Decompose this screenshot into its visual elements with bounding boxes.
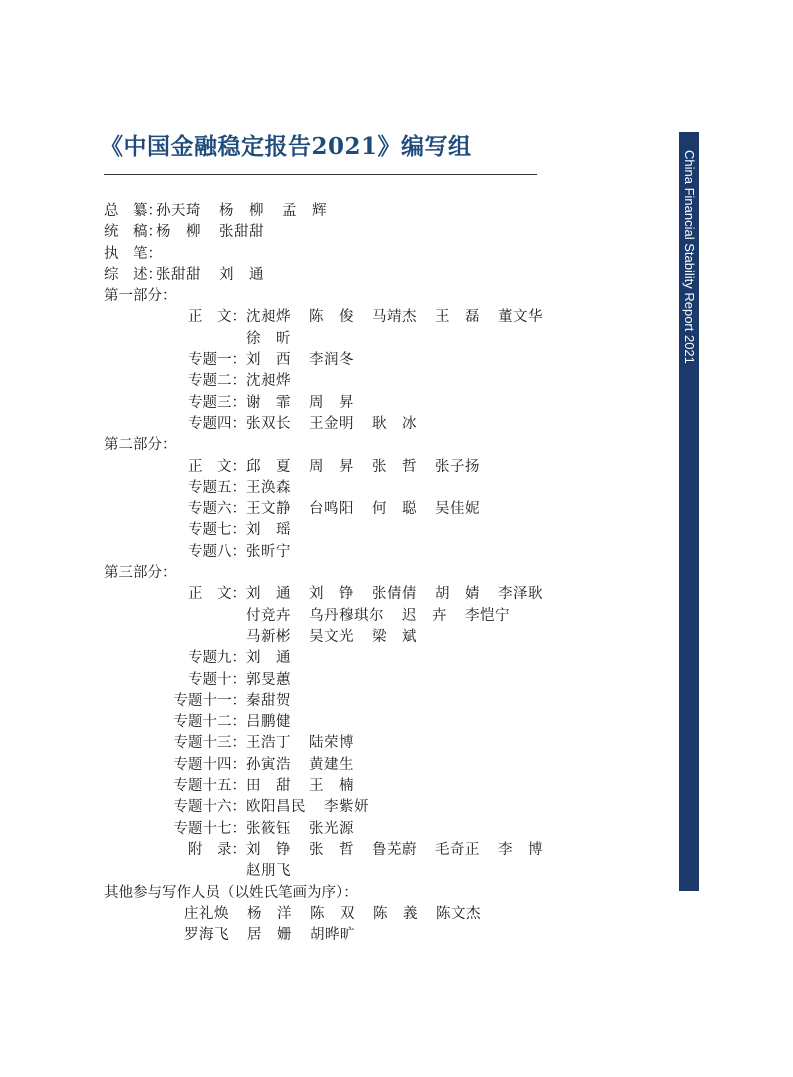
- role-label: 执 笔：: [104, 245, 162, 262]
- person-name: 李泽耿: [498, 586, 543, 603]
- person-name: 张昕宁: [246, 543, 291, 560]
- title-divider: [104, 174, 537, 175]
- name-list: [246, 840, 561, 861]
- person-name: 张筱钰: [246, 820, 291, 837]
- person-name: 张 哲: [372, 458, 417, 475]
- person-name: 吴佳妮: [435, 501, 480, 518]
- person-name: 王 磊: [435, 309, 480, 326]
- section-label: 专题七：: [188, 522, 246, 539]
- part-heading: 第二部分：: [104, 437, 177, 454]
- section-row: [104, 307, 664, 328]
- person-name: 吴文光: [309, 628, 354, 645]
- name-list: [246, 414, 435, 435]
- person-name: 刘 铮: [309, 586, 354, 603]
- part-heading: 第一部分：: [104, 288, 177, 305]
- side-title-container: [679, 132, 699, 891]
- name-list: [246, 457, 498, 478]
- section-label: 专题十：: [188, 671, 246, 688]
- person-name: 庄礼焕: [184, 905, 229, 922]
- section-label: 专题十二：: [173, 714, 246, 731]
- person-name: 陈 双: [310, 905, 355, 922]
- section-row: [104, 457, 664, 478]
- section-row: [104, 712, 664, 733]
- section-row: [104, 499, 664, 520]
- person-name: 王文静: [246, 501, 291, 518]
- person-name: 欧阳昌民: [246, 799, 306, 816]
- person-name: 李润冬: [309, 352, 354, 369]
- person-name: 陈 義: [373, 905, 418, 922]
- name-list: [246, 627, 435, 648]
- section-label: 专题四：: [188, 415, 246, 432]
- section-label: 专题九：: [188, 650, 246, 667]
- section-row: [104, 733, 664, 754]
- name-list: [246, 371, 309, 392]
- person-name: 付竞卉: [246, 607, 291, 624]
- person-name: 梁 斌: [372, 628, 417, 645]
- section-label: 正 文：: [188, 458, 246, 475]
- person-name: 张倩倩: [372, 586, 417, 603]
- section-label: 专题十七：: [173, 820, 246, 837]
- person-name: 刘 通: [246, 586, 291, 603]
- section-label: 专题五：: [188, 479, 246, 496]
- name-list: [246, 861, 309, 882]
- top-role-row: [104, 222, 664, 243]
- name-list: [246, 307, 561, 328]
- section-row: [104, 691, 664, 712]
- name-list: [246, 499, 498, 520]
- person-name: 王浩丁: [246, 735, 291, 752]
- name-list: [246, 776, 372, 797]
- section-row: [104, 776, 664, 797]
- person-name: 胡晔旷: [310, 927, 355, 944]
- name-list: [246, 648, 309, 669]
- section-row-continued: [104, 861, 664, 882]
- person-name: 赵朋飞: [246, 863, 291, 880]
- role-label: 综 述：: [104, 266, 162, 283]
- person-name: 董文华: [498, 309, 543, 326]
- others-row: [104, 904, 664, 925]
- person-name: 毛奇正: [435, 841, 480, 858]
- section-row: [104, 670, 664, 691]
- person-name: 王金明: [309, 415, 354, 432]
- section-label: 专题十三：: [173, 735, 246, 752]
- section-row: [104, 840, 664, 861]
- section-row: [104, 478, 664, 499]
- section-label: 专题六：: [188, 501, 246, 518]
- person-name: 陆荣博: [309, 735, 354, 752]
- others-heading: 其他参与写作人员（以姓氏笔画为序）：: [104, 884, 358, 901]
- person-name: 杨 洋: [247, 905, 292, 922]
- person-name: 郭旻蕙: [246, 671, 291, 688]
- person-name: 杨 柳: [219, 203, 264, 219]
- person-name: 刘 西: [246, 352, 291, 369]
- section-row-continued: [104, 606, 664, 627]
- person-name: 李 博: [498, 841, 543, 858]
- name-list: [246, 350, 372, 371]
- person-name: 胡 婧: [435, 586, 480, 603]
- role-label: 总 纂：: [104, 203, 162, 219]
- name-list: [246, 670, 309, 691]
- name-list: [184, 904, 499, 925]
- person-name: 陈文杰: [436, 905, 481, 922]
- section-label: 专题十四：: [173, 756, 246, 773]
- section-row: [104, 350, 664, 371]
- person-name: 孙寅浩: [246, 756, 291, 773]
- section-row: [104, 797, 664, 818]
- name-list: [246, 755, 372, 776]
- person-name: 张甜甜: [219, 224, 264, 241]
- section-row: [104, 371, 664, 392]
- person-name: 吕鹏健: [246, 714, 291, 731]
- person-name: 黄建生: [309, 756, 354, 773]
- top-role-row: [104, 265, 664, 286]
- name-list: [246, 584, 561, 605]
- person-name: 张光源: [309, 820, 354, 837]
- person-name: 居 姗: [247, 927, 292, 944]
- name-list: [246, 542, 309, 563]
- name-list: [246, 691, 309, 712]
- others-row: [104, 925, 664, 946]
- section-row: [104, 414, 664, 435]
- top-role-row: [104, 244, 664, 265]
- person-name: 刘 通: [219, 266, 264, 283]
- person-name: 鲁芜蔚: [372, 841, 417, 858]
- person-name: 张 哲: [309, 841, 354, 858]
- person-name: 刘 瑶: [246, 522, 291, 539]
- section-label: 正 文：: [188, 309, 246, 326]
- person-name: 刘 通: [246, 650, 291, 667]
- person-name: 谢 霏: [246, 394, 291, 411]
- top-role-row: [104, 201, 664, 222]
- person-name: 陈 俊: [309, 309, 354, 326]
- section-row: [104, 542, 664, 563]
- page-title: 《中国金融稳定报告2021》编写组: [100, 133, 472, 160]
- person-name: 沈昶烨: [246, 373, 291, 390]
- person-name: 杨 柳: [156, 224, 201, 241]
- person-name: 秦甜贺: [246, 692, 291, 709]
- person-name: 田 甜: [246, 778, 291, 795]
- name-list: [246, 712, 309, 733]
- person-name: 沈昶烨: [246, 309, 291, 326]
- person-name: 马新彬: [246, 628, 291, 645]
- section-row: [104, 520, 664, 541]
- person-name: 马靖杰: [372, 309, 417, 326]
- section-row-continued: [104, 329, 664, 350]
- section-label: 专题三：: [188, 394, 246, 411]
- person-name: 台鸣阳: [309, 501, 354, 518]
- person-name: 徐 昕: [246, 330, 291, 347]
- person-name: 张子扬: [435, 458, 480, 475]
- person-name: 李紫妍: [324, 799, 369, 816]
- person-name: 孙天琦: [156, 203, 201, 219]
- part-heading: 第三部分：: [104, 565, 177, 582]
- editorial-team-list: [104, 201, 664, 946]
- name-list: [184, 925, 373, 946]
- section-row: [104, 819, 664, 840]
- section-label: 附 录：: [188, 841, 246, 858]
- name-list: [246, 520, 309, 541]
- person-name: 周 昇: [309, 458, 354, 475]
- section-label: 正 文：: [188, 586, 246, 603]
- person-name: 张甜甜: [156, 266, 201, 283]
- name-list: [246, 797, 387, 818]
- person-name: 刘 铮: [246, 841, 291, 858]
- person-name: 何 聪: [372, 501, 417, 518]
- section-label: 专题十六：: [173, 799, 246, 816]
- section-label: 专题一：: [188, 352, 246, 369]
- name-list: [246, 606, 528, 627]
- section-row: [104, 393, 664, 414]
- section-label: 专题十一：: [173, 692, 246, 709]
- name-list: [246, 329, 309, 350]
- role-label: 统 稿：: [104, 224, 162, 241]
- name-list: [156, 201, 345, 222]
- name-list: [246, 393, 372, 414]
- section-row: [104, 755, 664, 776]
- name-list: [246, 733, 372, 754]
- side-title: China Financial Stability Report 2021: [682, 150, 697, 364]
- name-list: [156, 222, 282, 243]
- name-list: [246, 819, 372, 840]
- section-row: [104, 648, 664, 669]
- name-list: [246, 478, 309, 499]
- section-label: 专题十五：: [173, 778, 246, 795]
- person-name: 王 楠: [309, 778, 354, 795]
- section-label: 专题二：: [188, 373, 246, 390]
- section-label: 专题八：: [188, 543, 246, 560]
- person-name: 王涣森: [246, 479, 291, 496]
- person-name: 耿 冰: [372, 415, 417, 432]
- section-row-continued: [104, 627, 664, 648]
- section-row: [104, 584, 664, 605]
- person-name: 迟 卉: [402, 607, 447, 624]
- person-name: 邱 夏: [246, 458, 291, 475]
- name-list: [156, 265, 282, 286]
- person-name: 孟 辉: [282, 203, 327, 219]
- person-name: 张双长: [246, 415, 291, 432]
- person-name: 罗海飞: [184, 927, 229, 944]
- person-name: 周 昇: [309, 394, 354, 411]
- person-name: 李恺宁: [465, 607, 510, 624]
- person-name: 乌丹穆琪尔: [309, 607, 384, 624]
